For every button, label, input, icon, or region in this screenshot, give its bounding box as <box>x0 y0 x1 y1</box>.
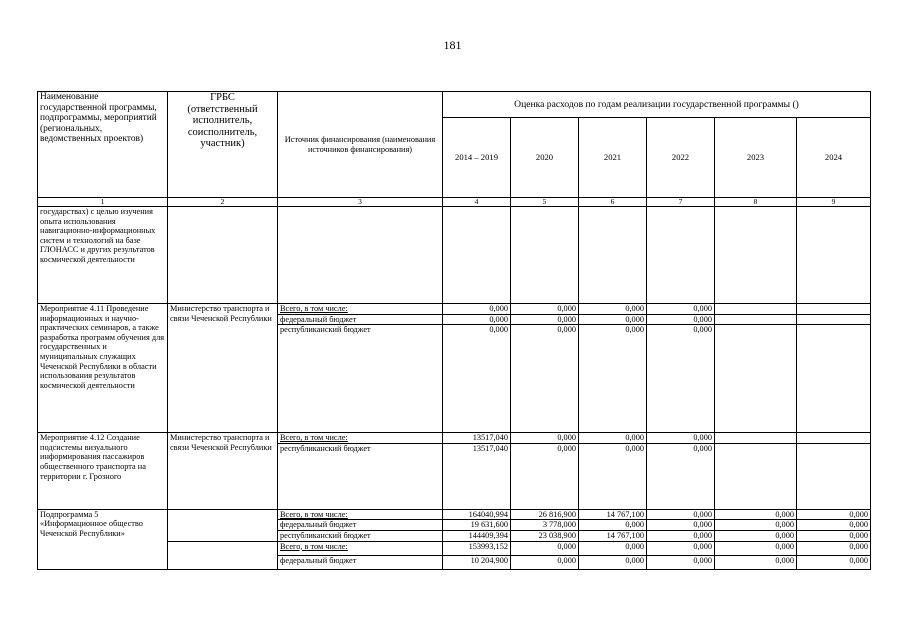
value-cell: 0,000 <box>797 520 871 531</box>
empty-cell <box>168 509 278 541</box>
value-cell <box>797 314 871 325</box>
source-cell: республиканский бюджет <box>278 530 443 541</box>
value-cell: 0,000 <box>797 530 871 541</box>
header-row-1 <box>38 92 871 118</box>
p5-name: Подпрограмма 5 «Информационное общество Чеченской Республики» <box>38 509 168 569</box>
header-source: Источник финансирования (наименования источников финансирования) <box>278 92 443 198</box>
source-cell: Всего, в том числе: <box>278 433 443 444</box>
source-cell: Всего, в том числе: <box>278 304 443 315</box>
header-name: Наименование государственной программы, подпрограммы, мероприятий (региональных, ведомственных проектов) <box>38 92 168 198</box>
source-cell: Всего, в том числе: <box>278 541 443 555</box>
column-number: 6 <box>579 198 647 207</box>
value-cell <box>797 325 871 433</box>
value-cell: 0,000 <box>579 433 647 444</box>
header-grbs <box>168 92 278 198</box>
value-cell: 0,000 <box>579 314 647 325</box>
value-cell: 3 778,000 <box>511 520 579 531</box>
empty-cell <box>168 541 278 569</box>
value-cell <box>715 304 797 315</box>
continued-row <box>38 207 871 304</box>
value-cell <box>797 443 871 509</box>
value-cell: 0,000 <box>579 304 647 315</box>
empty-cell <box>511 207 579 304</box>
value-cell: 0,000 <box>647 509 715 520</box>
m411-grbs: Министерство транспорта и связи Чеченской Республики <box>168 304 278 433</box>
value-cell: 164040,994 <box>443 509 511 520</box>
value-cell: 0,000 <box>579 520 647 531</box>
value-cell <box>715 314 797 325</box>
year-header: 2023 <box>715 118 797 198</box>
value-cell <box>715 443 797 509</box>
empty-cell <box>647 207 715 304</box>
value-cell: 23 038,900 <box>511 530 579 541</box>
column-number: 3 <box>278 198 443 207</box>
empty-cell <box>168 207 278 304</box>
value-cell: 0,000 <box>647 443 715 509</box>
value-cell: 0,000 <box>647 541 715 555</box>
header-estimate: Оценка расходов по годам реализации государственной программы () <box>443 92 871 118</box>
table-row <box>38 433 871 444</box>
header-grbs-subtitle: (ответственный исполнитель, соисполнитель, участник) <box>187 103 258 149</box>
value-cell: 0,000 <box>579 541 647 555</box>
year-header: 2024 <box>797 118 871 198</box>
value-cell: 0,000 <box>579 443 647 509</box>
value-cell: 0,000 <box>579 325 647 433</box>
value-cell <box>797 304 871 315</box>
value-cell: 0,000 <box>715 520 797 531</box>
value-cell: 0,000 <box>647 433 715 444</box>
value-cell: 0,000 <box>511 555 579 569</box>
value-cell: 0,000 <box>647 314 715 325</box>
value-cell: 0,000 <box>647 555 715 569</box>
column-number: 4 <box>443 198 511 207</box>
value-cell <box>715 325 797 433</box>
column-number: 2 <box>168 198 278 207</box>
value-cell: 0,000 <box>647 325 715 433</box>
column-number: 9 <box>797 198 871 207</box>
m411-name: Мероприятие 4.11 Проведение информационных и научно-практических семинаров, а также разработка программ обучения для государственных и муниципальных служащих Чеченской Республики в области использования результатов космической деятельности <box>38 304 168 433</box>
value-cell: 0,000 <box>443 325 511 433</box>
value-cell: 0,000 <box>511 433 579 444</box>
value-cell: 0,000 <box>443 304 511 315</box>
value-cell: 0,000 <box>797 509 871 520</box>
m412-grbs: Министерство транспорта и связи Чеченской Республики <box>168 433 278 510</box>
value-cell: 0,000 <box>715 555 797 569</box>
column-number: 8 <box>715 198 797 207</box>
value-cell: 0,000 <box>511 314 579 325</box>
empty-cell <box>797 207 871 304</box>
value-cell: 0,000 <box>797 555 871 569</box>
value-cell <box>715 433 797 444</box>
value-cell: 0,000 <box>715 541 797 555</box>
year-header: 2022 <box>647 118 715 198</box>
value-cell: 0,000 <box>511 304 579 315</box>
value-cell: 0,000 <box>511 325 579 433</box>
header-grbs-title: ГРБС <box>210 92 235 103</box>
value-cell: 13517,040 <box>443 433 511 444</box>
year-header: 2021 <box>579 118 647 198</box>
source-cell: федеральный бюджет <box>278 555 443 569</box>
value-cell: 144409,394 <box>443 530 511 541</box>
continued-item-name: государствах) с целью изучения опыта использования навигационно-информационных систем и технологий на базе ГЛОНАСС и других результатов космической деятельности <box>38 207 168 304</box>
value-cell: 19 631,600 <box>443 520 511 531</box>
value-cell: 0,000 <box>579 555 647 569</box>
column-number: 1 <box>38 198 168 207</box>
value-cell: 0,000 <box>511 541 579 555</box>
year-header: 2020 <box>511 118 579 198</box>
value-cell: 26 816,900 <box>511 509 579 520</box>
m412-name: Мероприятие 4.12 Создание подсистемы визуального информирования пассажиров общественного транспорта на территории г. Грозного <box>38 433 168 510</box>
source-cell: республиканский бюджет <box>278 325 443 433</box>
page-number: 181 <box>443 38 462 52</box>
value-cell: 0,000 <box>647 520 715 531</box>
column-number: 7 <box>647 198 715 207</box>
value-cell: 0,000 <box>647 304 715 315</box>
value-cell: 0,000 <box>715 509 797 520</box>
value-cell: 0,000 <box>715 530 797 541</box>
value-cell: 13517,040 <box>443 443 511 509</box>
empty-cell <box>579 207 647 304</box>
value-cell: 0,000 <box>511 443 579 509</box>
source-cell: федеральный бюджет <box>278 520 443 531</box>
column-number: 5 <box>511 198 579 207</box>
source-cell: республиканский бюджет <box>278 443 443 509</box>
value-cell: 10 204,900 <box>443 555 511 569</box>
value-cell: 0,000 <box>647 530 715 541</box>
value-cell: 14 767,100 <box>579 530 647 541</box>
empty-cell <box>443 207 511 304</box>
value-cell: 0,000 <box>443 314 511 325</box>
source-cell: Всего, в том числе: <box>278 509 443 520</box>
budget-table <box>37 91 871 570</box>
source-cell: федеральный бюджет <box>278 314 443 325</box>
value-cell: 0,000 <box>797 541 871 555</box>
table-row <box>38 509 871 520</box>
year-header: 2014 – 2019 <box>443 118 511 198</box>
column-number-row <box>38 198 871 207</box>
value-cell <box>797 433 871 444</box>
value-cell: 153993,152 <box>443 541 511 555</box>
empty-cell <box>715 207 797 304</box>
value-cell: 14 767,100 <box>579 509 647 520</box>
table-row <box>38 304 871 315</box>
empty-cell <box>278 207 443 304</box>
